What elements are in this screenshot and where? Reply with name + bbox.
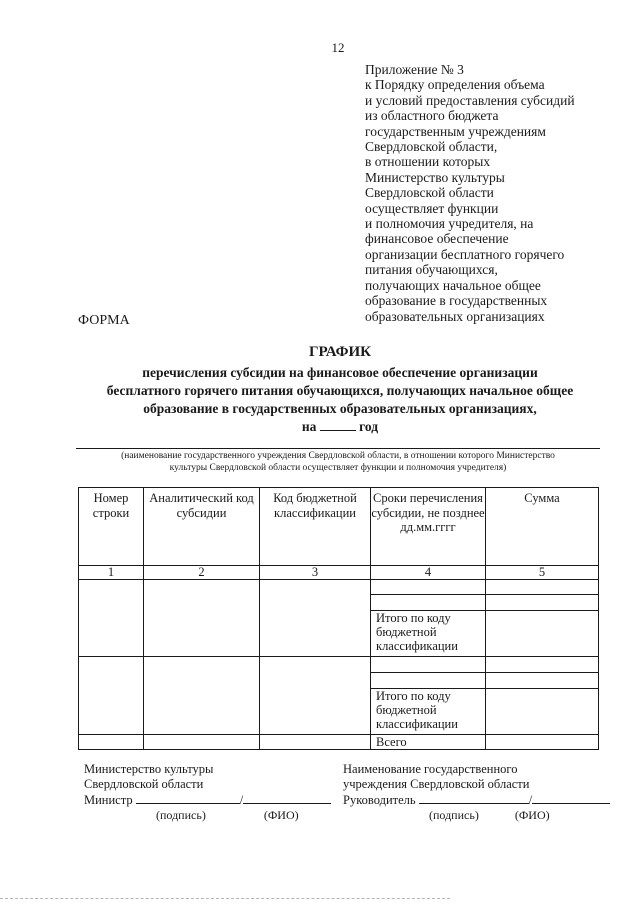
column-number: 1	[79, 566, 144, 580]
column-number: 2	[144, 566, 260, 580]
column-number: 4	[371, 566, 486, 580]
org-caption-line: (наименование государственного учреждения Свердловской области, в отношении которого Министерство	[121, 451, 555, 461]
header-amount: Сумма	[486, 488, 599, 566]
table-cell	[486, 580, 599, 595]
signature-org-line: Министерство культуры	[84, 762, 214, 776]
table-cell	[371, 580, 486, 595]
name-hint: (ФИО)	[263, 807, 299, 822]
table-cell	[260, 657, 371, 735]
org-caption-line: культуры Свердловской области осуществляет функции и полномочия учредителя)	[169, 463, 507, 473]
subtotal-label: Итого по коду бюджетной классификации	[371, 611, 486, 657]
signature-org-line: Свердловской области	[84, 776, 204, 791]
signature-line: Министр /	[84, 791, 344, 808]
table-cell	[79, 657, 144, 735]
table-cell	[79, 580, 144, 657]
signature-org-line: учреждения Свердловской области	[343, 776, 530, 791]
table-cell	[144, 657, 260, 735]
table-cell	[79, 735, 144, 750]
signature-role: Министр	[84, 793, 133, 807]
year-suffix: год	[359, 419, 379, 434]
signature-hints	[84, 808, 344, 823]
header-analytic-code: Аналитический код субсидии	[144, 488, 260, 566]
table-header-row	[79, 488, 599, 566]
table-cell	[371, 673, 486, 689]
table-cell	[486, 673, 599, 689]
appendix-line: к Порядку определения объема	[365, 77, 545, 93]
appendix-line: образование в государственных	[365, 293, 548, 309]
document-title-block	[60, 344, 620, 436]
header-row-number: Номер строки	[79, 488, 144, 566]
appendix-line: организации бесплатного горячего	[365, 246, 565, 262]
table-cell	[486, 611, 599, 657]
appendix-line: из областного бюджета	[365, 108, 499, 124]
document-title: ГРАФИК	[308, 344, 372, 360]
year-blank	[320, 418, 356, 431]
table-cell	[486, 657, 599, 673]
name-hint: (ФИО)	[514, 807, 550, 822]
signature-blank	[419, 791, 529, 804]
appendix-line: государственным учреждениям	[365, 123, 546, 139]
year-prefix: на	[301, 419, 317, 434]
appendix-line: и условий предоставления субсидий	[365, 92, 575, 108]
appendix-line: питания обучающихся,	[365, 262, 498, 278]
org-name-caption	[78, 450, 598, 474]
appendix-line: Свердловской области,	[365, 139, 498, 155]
appendix-line: получающих начальное общее	[365, 277, 541, 293]
schedule-table	[78, 487, 599, 750]
appendix-line: образовательных организациях	[365, 308, 545, 324]
name-blank	[532, 791, 610, 804]
page-number: 12	[331, 40, 345, 55]
table-cell	[371, 657, 486, 673]
appendix-line: и полномочия учредителя, на	[365, 216, 534, 232]
signature-line: Руководитель /	[343, 791, 603, 808]
subtitle-line: бесплатного горячего питания обучающихся, получающих начальное общее	[106, 383, 574, 398]
subtotal-label: Итого по коду бюджетной классификации	[371, 689, 486, 735]
appendix-line: Приложение № 3	[365, 62, 464, 77]
appendix-header	[365, 62, 635, 324]
appendix-line: Министерство культуры	[365, 169, 505, 185]
table-cell	[486, 595, 599, 611]
signature-org-line: Наименование государственного	[343, 762, 518, 776]
signature-blank	[136, 791, 240, 804]
appendix-line: осуществляет функции	[365, 200, 499, 216]
signature-block-institution	[343, 762, 603, 822]
subtitle-line: перечисления субсидии на финансовое обеспечение организации	[142, 365, 538, 380]
signature-role: Руководитель	[343, 793, 416, 807]
column-number: 5	[486, 566, 599, 580]
total-label: Всего	[371, 735, 486, 750]
table-cell	[486, 689, 599, 735]
appendix-line: Свердловской области	[365, 185, 494, 201]
scan-edge-rule	[0, 898, 450, 899]
header-budget-code: Код бюджетной классификации	[260, 488, 371, 566]
table-cell	[260, 580, 371, 657]
appendix-line: в отношении которых	[365, 154, 491, 170]
sign-hint: (подпись)	[156, 807, 206, 822]
table-cell	[144, 580, 260, 657]
signature-hints	[343, 808, 603, 823]
form-label: ФОРМА	[78, 313, 130, 328]
signature-block-ministry	[84, 762, 344, 822]
org-name-line	[76, 448, 600, 449]
year-line	[60, 418, 620, 436]
appendix-line: финансовое обеспечение	[365, 231, 509, 247]
table-cell	[486, 735, 599, 750]
column-number-row	[79, 566, 599, 580]
name-blank	[243, 791, 331, 804]
table-cell	[144, 735, 260, 750]
header-transfer-date: Сроки перечисления субсидии, не позднее дд.мм.гггг	[371, 488, 486, 566]
table-row	[79, 657, 599, 673]
table-cell	[260, 735, 371, 750]
table-row	[79, 580, 599, 595]
table-cell	[371, 595, 486, 611]
column-number: 3	[260, 566, 371, 580]
total-row	[79, 735, 599, 750]
subtitle-line: образование в государственных образовательных организациях,	[143, 401, 537, 416]
sign-hint: (подпись)	[429, 807, 479, 822]
